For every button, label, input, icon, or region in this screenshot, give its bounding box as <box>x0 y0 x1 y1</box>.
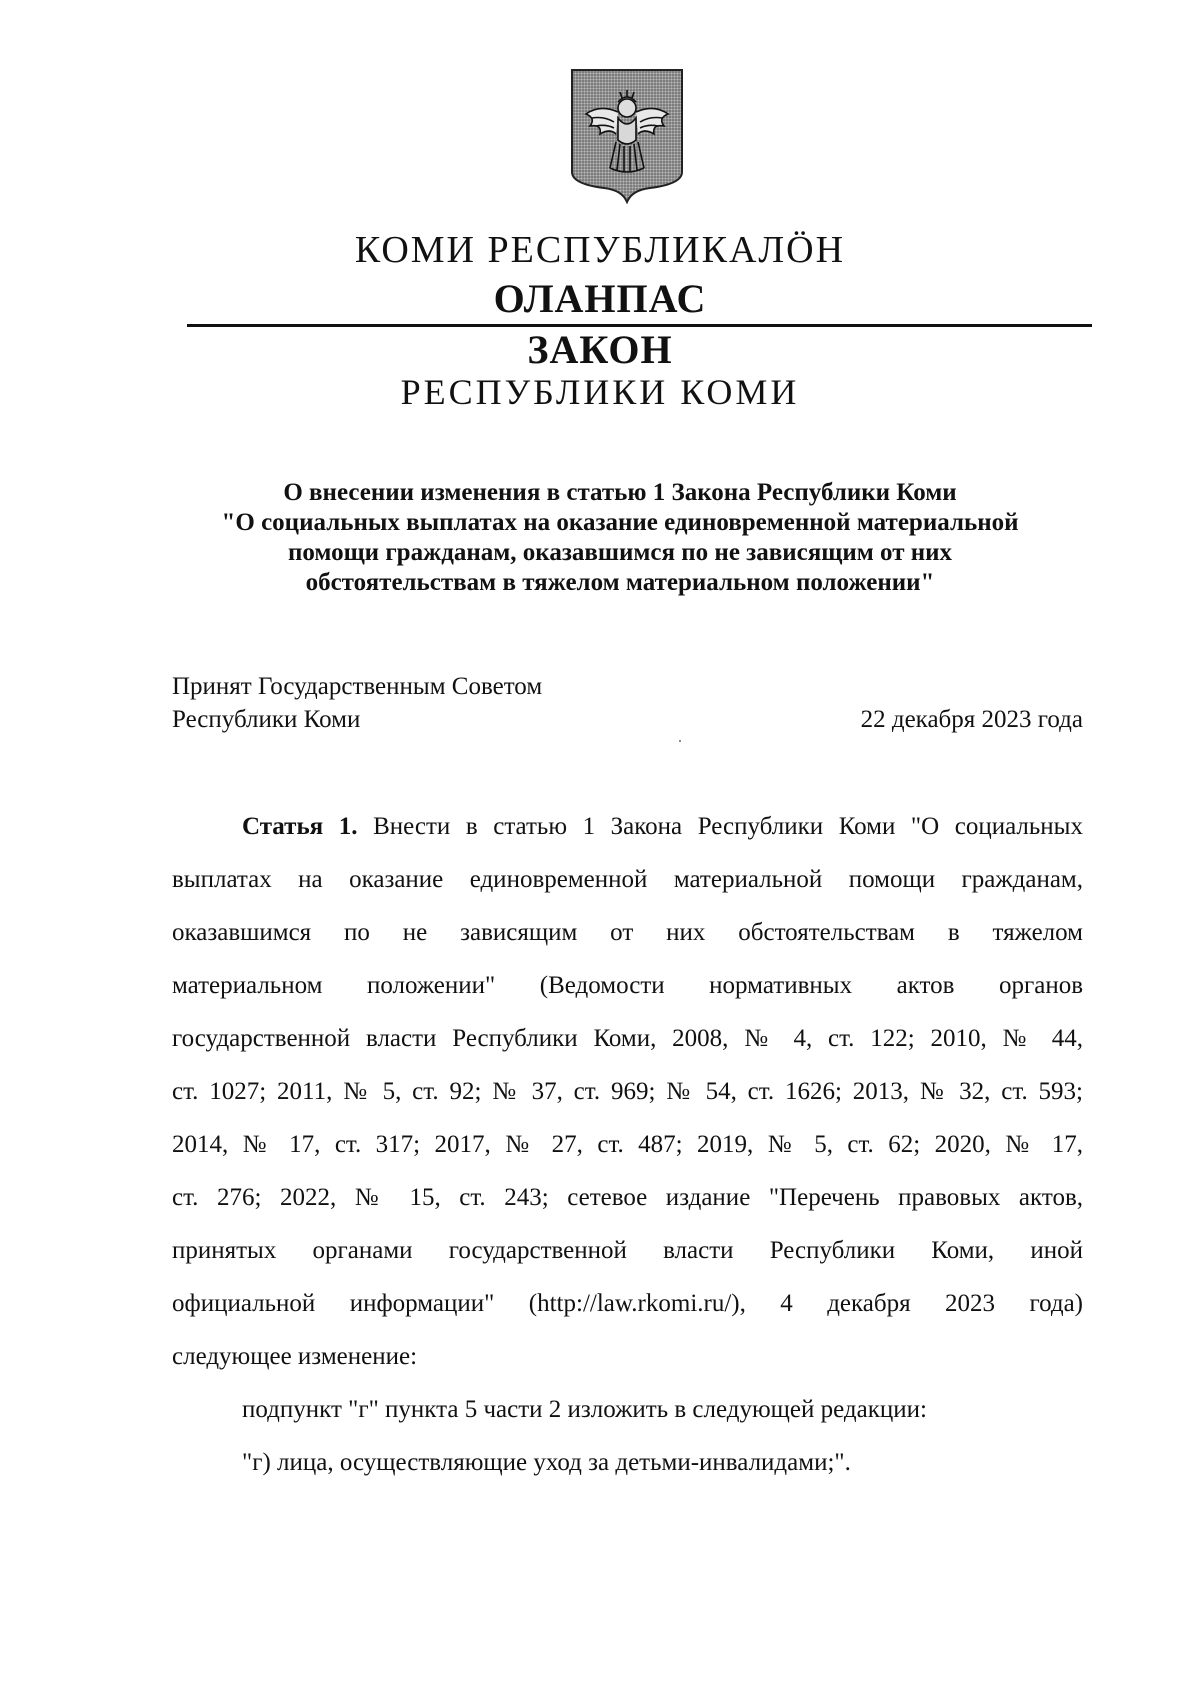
article-line: следующее изменение: <box>172 1343 418 1370</box>
article-line: принятых органами государственной власти Республики Коми, иной <box>172 1237 1083 1264</box>
zakon-heading: ЗАКОН <box>527 327 673 372</box>
article-line: Статья 1. Внести в статью 1 Закона Республики Коми "О социальных <box>242 813 1083 840</box>
article-line: государственной власти Республики Коми, 2008, № 4, ст. 122; 2010, № 44, <box>172 1025 1083 1052</box>
adopted-by-line-2: Республики Коми <box>172 706 361 733</box>
article-line: ст. 276; 2022, № 15, ст. 243; сетевое издание "Перечень правовых актов, <box>172 1184 1083 1211</box>
article-line: ст. 1027; 2011, № 5, ст. 92; № 37, ст. 969; № 54, ст. 1626; 2013, № 32, ст. 593; <box>172 1078 1083 1105</box>
article-label: Статья 1. <box>242 813 358 840</box>
law-title-line: "О социальных выплатах на оказание единовременной материальной <box>221 509 1019 536</box>
adopted-by-line-1: Принят Государственным Советом <box>172 673 543 700</box>
amendment-intro: подпункт "г" пункта 5 части 2 изложить в следующей редакции: <box>242 1396 927 1423</box>
adoption-date: 22 декабря 2023 года <box>860 706 1083 733</box>
law-title-line: О внесении изменения в статью 1 Закона Республики Коми <box>283 479 957 506</box>
republic-subheading: РЕСПУБЛИКИ КОМИ <box>400 372 800 412</box>
article-line: выплатах на оказание единовременной материальной помощи гражданам, <box>172 866 1083 893</box>
amendment-text: "г) лица, осуществляющие уход за детьми-инвалидами;". <box>242 1449 851 1476</box>
article-1 <box>172 800 1083 1489</box>
olanpas-heading: ОЛАНПАС <box>493 276 707 321</box>
article-line: 2014, № 17, ст. 317; 2017, № 27, ст. 487; 2019, № 5, ст. 62; 2020, № 17, <box>172 1131 1083 1158</box>
law-title-line: помощи гражданам, оказавшимся по не зависящим от них <box>287 539 953 566</box>
article-line: оказавшимся по не зависящим от них обстоятельствам в тяжелом <box>172 919 1083 946</box>
law-title <box>150 478 1090 598</box>
article-line: материальном положении" (Ведомости нормативных актов органов <box>172 972 1083 999</box>
komi-header-title: КОМИ РЕСПУБЛИКАЛÖН <box>354 229 846 271</box>
law-title-line: обстоятельствам в тяжелом материальном положении" <box>305 569 935 596</box>
article-line: официальной информации" (http://law.rkomi.ru/), 4 декабря 2023 года) <box>172 1290 1083 1317</box>
scan-speck <box>679 740 681 742</box>
coat-of-arms-emblem <box>570 68 684 204</box>
